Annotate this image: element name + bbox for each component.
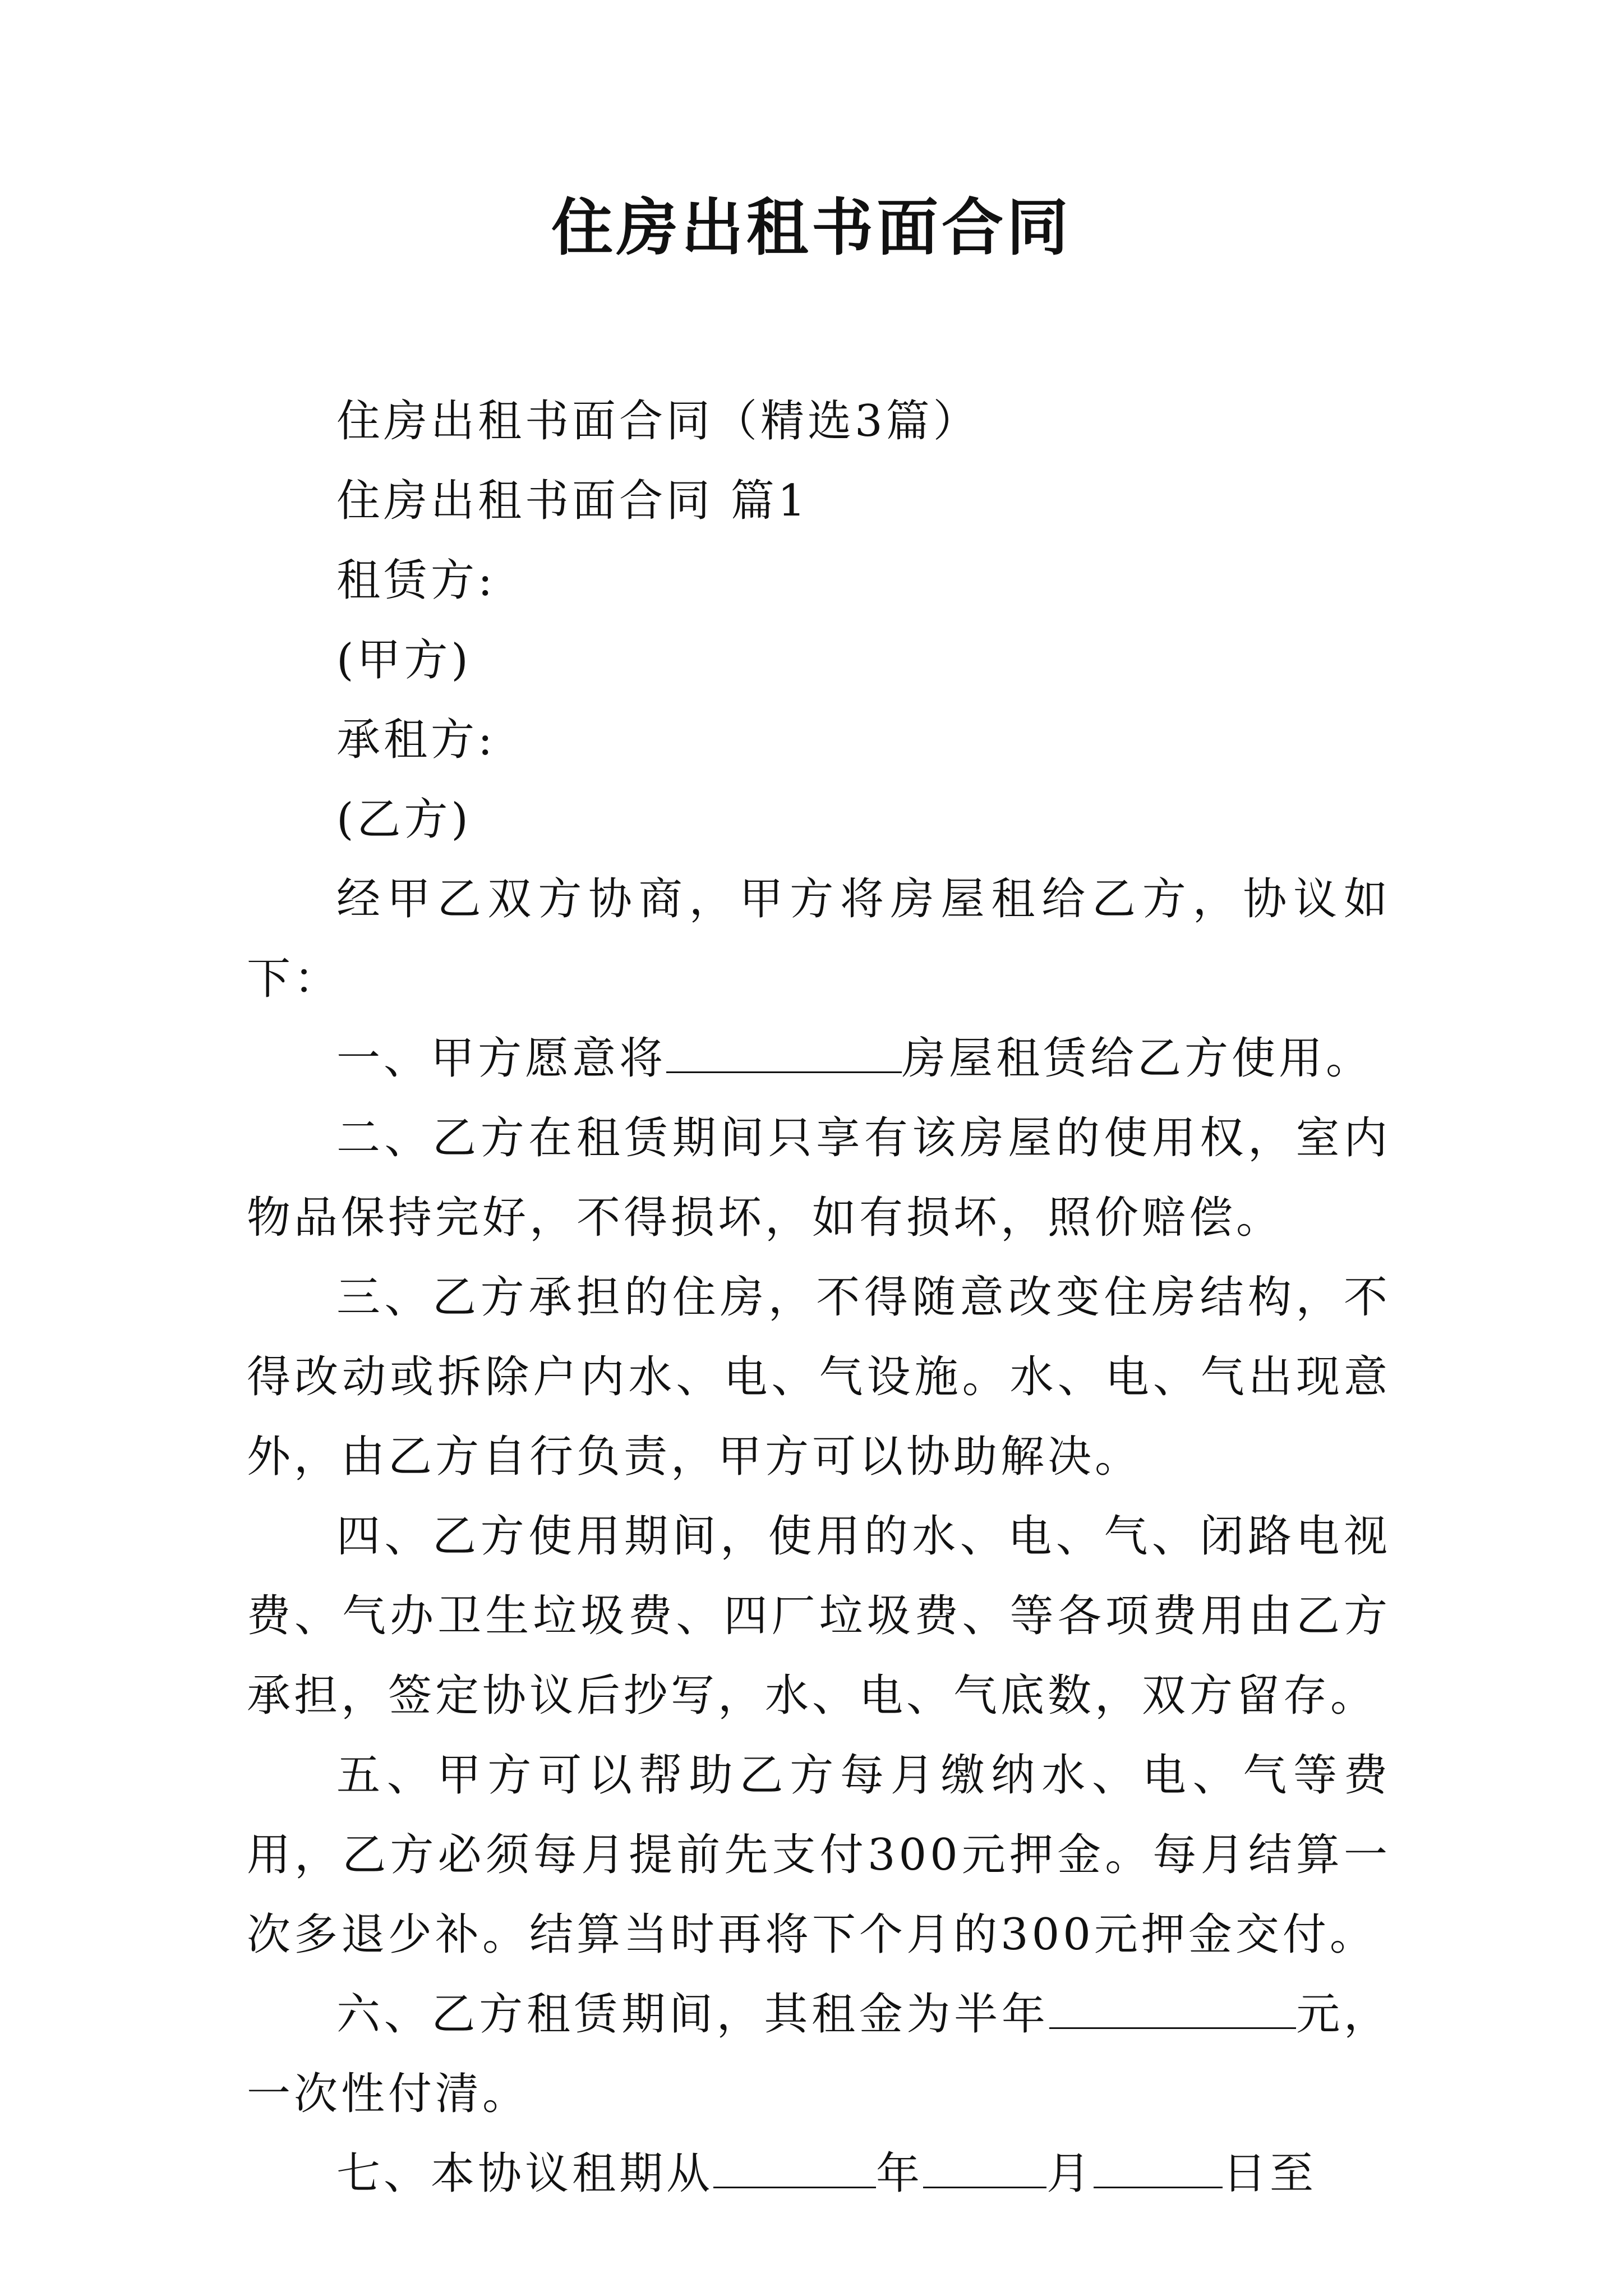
clause-6-text-before: 六、乙方租赁期间，其租金为半年 [336,1989,1049,2040]
clause-1 [247,1019,1391,1098]
clause-6 [247,1975,1391,2134]
clause-1-text-before: 一、甲方愿意将 [336,1033,667,1084]
start-day-blank[interactable] [1094,2152,1223,2188]
party-b-label: (乙方) [336,794,472,845]
clause-3: 三、乙方承担的住房，不得随意改变住房结构，不得改动或拆除户内水、电、气设施。水、电、气出现意外，由乙方自行负责，甲方可以协助解决。 [247,1272,1391,1482]
clause-7-month-label: 月 [1046,2148,1094,2199]
party-a-label: (甲方) [336,635,472,685]
lessee-label: 承租方: [336,715,496,765]
clause-6-text-after: 元，一次性付清。 [247,1989,1391,2119]
rent-amount-blank[interactable] [1049,1993,1296,2029]
clause-5: 五、甲方可以帮助乙方每月缴纳水、电、气等费用，乙方必须每月提前先支付300元押金。每月结算一次多退少补。结算当时再将下个月的300元押金交付。 [247,1750,1391,1960]
clause-1-text-after: 房屋租赁给乙方使用。 [902,1033,1373,1084]
house-address-blank[interactable] [666,1037,902,1073]
clause-4: 四、乙方使用期间，使用的水、电、气、闭路电视费、气办卫生垃圾费、四厂垃圾费、等各项费用由乙方承担，签定协议后抄写，水、电、气底数，双方留存。 [247,1511,1391,1721]
clause-2: 二、乙方在租赁期间只享有该房屋的使用权，室内物品保持完好，不得损坏，如有损坏，照价赔偿。 [247,1113,1391,1243]
clause-7 [247,2134,1391,2214]
clause-7-text-before: 七、本协议租期从 [336,2148,714,2199]
clause-7-day-label: 日至 [1223,2148,1317,2199]
document-title: 住房出租书面合同 [551,191,1072,264]
subtitle: 住房出租书面合同（精选3篇） [336,396,980,447]
start-year-blank[interactable] [713,2152,876,2188]
intro-paragraph: 经甲乙双方协商，甲方将房屋租给乙方，协议如下： [247,874,1391,1004]
document-body [247,381,1391,2214]
lessor-label: 租赁方: [336,555,496,606]
clause-7-year-label: 年 [876,2148,924,2199]
section-heading: 住房出租书面合同 篇1 [336,476,809,526]
start-month-blank[interactable] [923,2152,1046,2188]
